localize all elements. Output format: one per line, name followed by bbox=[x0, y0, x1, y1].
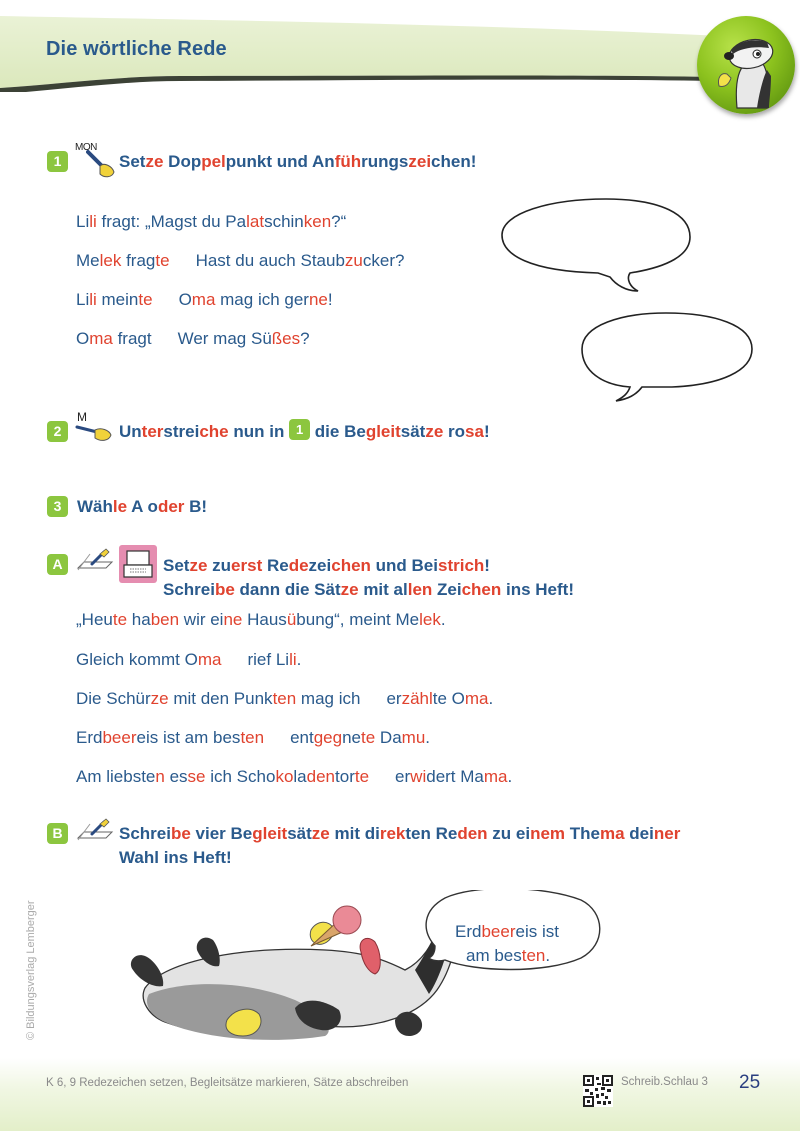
syllable-segment: Da bbox=[375, 728, 402, 747]
page-title: Die wörtliche Rede bbox=[46, 38, 227, 60]
syllable-segment: ze bbox=[145, 152, 164, 171]
syllable-segment: vier Be bbox=[190, 824, 253, 843]
syllable-segment: mit den Punk bbox=[168, 689, 273, 708]
syllable-segment: . bbox=[507, 767, 513, 786]
syllable-segment: erst bbox=[231, 556, 263, 575]
task-1-line-2 bbox=[76, 251, 404, 271]
syllable-segment: che bbox=[199, 422, 229, 441]
syllable-segment: frag bbox=[121, 251, 156, 270]
syllable-segment: Erd bbox=[455, 922, 482, 941]
syllable-segment: Set bbox=[119, 152, 146, 171]
syllable-segment: ner bbox=[653, 824, 681, 843]
syllable-segment: li bbox=[89, 290, 97, 309]
syllable-segment: er bbox=[395, 767, 411, 786]
syllable-segment: ! bbox=[484, 556, 490, 575]
syllable-segment: ins Heft! bbox=[501, 580, 574, 599]
syllable-segment: ze bbox=[150, 689, 169, 708]
option-a-line-2 bbox=[76, 650, 301, 670]
syllable-segment: ste bbox=[132, 767, 156, 786]
syllable-segment: ent bbox=[290, 728, 314, 747]
task-1-icon-label: MON bbox=[75, 142, 97, 153]
syllable-segment: B! bbox=[184, 497, 208, 516]
syllable-segment: ?“ bbox=[331, 212, 347, 231]
syllable-segment: er bbox=[386, 689, 402, 708]
syllable-segment: fragt bbox=[112, 329, 152, 348]
syllable-segment: zei bbox=[308, 556, 332, 575]
syllable-segment: gleit bbox=[365, 422, 401, 441]
option-a-line-3 bbox=[76, 689, 493, 709]
option-a-line-1 bbox=[76, 610, 446, 630]
footer-competence-text: K 6, 9 Redezeichen setzen, Begleitsätze markieren, Sätze abschreiben bbox=[46, 1077, 409, 1089]
syllable-segment: lat bbox=[246, 212, 265, 231]
syllable-segment: O bbox=[178, 290, 192, 309]
syllable-segment: te bbox=[138, 290, 153, 309]
syllable-segment: geg bbox=[313, 728, 343, 747]
syllable-segment: . bbox=[545, 946, 551, 965]
syllable-segment: Li bbox=[76, 212, 90, 231]
syllable-segment: cker? bbox=[362, 251, 405, 270]
task-2-heading-post bbox=[310, 422, 490, 441]
syllable-segment: beer bbox=[102, 728, 137, 747]
task-1-heading bbox=[119, 152, 476, 172]
option-a-heading-line-2 bbox=[163, 580, 574, 600]
syllable-segment: „Heu bbox=[76, 610, 113, 629]
syllable-segment: Re bbox=[262, 556, 289, 575]
option-a-heading-line-1 bbox=[163, 556, 490, 576]
syllable-segment: sa bbox=[465, 422, 484, 441]
syllable-segment: tor bbox=[335, 767, 355, 786]
copyright-notice: © Bildungsverlag Lemberger bbox=[25, 900, 37, 1040]
syllable-segment: nun in bbox=[228, 422, 290, 441]
syllable-segment: Schrei bbox=[163, 580, 215, 599]
syllable-segment: Haus bbox=[242, 610, 287, 629]
syllable-segment: ze bbox=[189, 556, 208, 575]
syllable-segment: se bbox=[187, 767, 206, 786]
syllable-segment: ten Re bbox=[405, 824, 458, 843]
syllable-segment: ter bbox=[141, 422, 164, 441]
syllable-segment: füh bbox=[334, 152, 362, 171]
option-b-badge: B bbox=[47, 823, 68, 844]
syllable-segment: n bbox=[155, 767, 165, 786]
syllable-segment: te O bbox=[432, 689, 465, 708]
syllable-segment: . bbox=[425, 728, 431, 747]
syllable-segment: le bbox=[112, 497, 128, 516]
syllable-segment: mit al bbox=[358, 580, 408, 599]
syllable-segment: schin bbox=[264, 212, 304, 231]
syllable-segment: eis ist bbox=[515, 922, 559, 941]
syllable-segment: der bbox=[157, 497, 185, 516]
syllable-segment: te bbox=[361, 728, 376, 747]
syllable-segment: len bbox=[407, 580, 433, 599]
syllable-segment: Die Schür bbox=[76, 689, 151, 708]
pencil-write-icon bbox=[76, 548, 114, 574]
syllable-segment: zähl bbox=[401, 689, 433, 708]
syllable-segment: ko bbox=[275, 767, 294, 786]
syllable-segment: Un bbox=[119, 422, 142, 441]
option-b-heading-line-2 bbox=[119, 848, 232, 868]
syllable-segment: punkt und An bbox=[225, 152, 335, 171]
syllable-segment: Wäh bbox=[77, 497, 113, 516]
syllable-segment: Am lieb bbox=[76, 767, 133, 786]
inline-task-1-badge: 1 bbox=[289, 419, 310, 440]
syllable-segment: am bes bbox=[466, 946, 522, 965]
syllable-segment: rief Li bbox=[247, 650, 290, 669]
syllable-segment: wi bbox=[410, 767, 427, 786]
badger-ice-cream-illustration bbox=[125, 890, 605, 1050]
syllable-segment: Set bbox=[163, 556, 190, 575]
syllable-segment: te bbox=[354, 767, 370, 786]
task-1-badge: 1 bbox=[47, 151, 68, 172]
marker-pen-icon bbox=[75, 422, 115, 444]
syllable-segment: ma bbox=[483, 767, 508, 786]
marker-pen-icon bbox=[86, 150, 118, 180]
syllable-segment: dert Ma bbox=[426, 767, 484, 786]
syllable-segment: te bbox=[155, 251, 170, 270]
task-2-badge: 2 bbox=[47, 421, 68, 442]
syllable-segment: Zei bbox=[432, 580, 462, 599]
syllable-segment: be bbox=[170, 824, 191, 843]
syllable-segment: ich Scho bbox=[205, 767, 276, 786]
empty-speech-bubble-1 bbox=[502, 199, 690, 291]
syllable-segment: die Be bbox=[310, 422, 366, 441]
syllable-segment: be bbox=[214, 580, 235, 599]
syllable-segment: ten bbox=[272, 689, 297, 708]
syllable-segment: mag ich bbox=[296, 689, 361, 708]
syllable-segment: te bbox=[112, 610, 128, 629]
syllable-segment: mein bbox=[96, 290, 139, 309]
syllable-segment: rek bbox=[379, 824, 406, 843]
syllable-segment: ma bbox=[464, 689, 489, 708]
syllable-segment: li bbox=[89, 212, 97, 231]
option-b-heading-line-1 bbox=[119, 824, 680, 844]
syllable-segment: zei bbox=[408, 152, 432, 171]
syllable-segment: zu ei bbox=[487, 824, 531, 843]
syllable-segment: pel bbox=[201, 152, 226, 171]
syllable-segment: ? bbox=[300, 329, 310, 348]
empty-speech-bubble-2 bbox=[582, 313, 752, 401]
syllable-segment: ! bbox=[327, 290, 333, 309]
task-2-heading-pre bbox=[119, 422, 289, 441]
syllable-segment: chen bbox=[331, 556, 371, 575]
syllable-segment: Hast du auch Staub bbox=[195, 251, 345, 270]
syllable-segment: The bbox=[565, 824, 600, 843]
syllable-segment: . bbox=[488, 689, 494, 708]
syllable-segment: eis ist am bes bbox=[136, 728, 241, 747]
syllable-segment: A o bbox=[127, 497, 158, 516]
syllable-segment: ! bbox=[483, 422, 490, 441]
speech-bubbles bbox=[490, 195, 770, 415]
footer bbox=[0, 1058, 800, 1131]
syllable-segment: rungs bbox=[361, 152, 409, 171]
page-number: 25 bbox=[739, 1072, 761, 1093]
syllable-segment: den bbox=[457, 824, 488, 843]
syllable-segment: ten bbox=[521, 946, 546, 965]
syllable-segment: Schrei bbox=[119, 824, 171, 843]
syllable-segment: Li bbox=[76, 290, 90, 309]
syllable-segment: lek bbox=[99, 251, 122, 270]
task-2-heading bbox=[119, 422, 490, 443]
syllable-segment: gleit bbox=[252, 824, 288, 843]
syllable-segment: ken bbox=[303, 212, 332, 231]
laptop-icon-tile bbox=[119, 545, 157, 583]
syllable-segment: chen! bbox=[431, 152, 477, 171]
syllable-segment: de bbox=[288, 556, 309, 575]
syllable-segment: la bbox=[293, 767, 307, 786]
syllable-segment: li bbox=[289, 650, 297, 669]
syllable-segment: strich bbox=[437, 556, 485, 575]
syllable-segment: sät bbox=[287, 824, 312, 843]
syllable-segment: ne bbox=[308, 290, 328, 309]
badger-mascot-badge bbox=[697, 16, 795, 114]
syllable-segment: ßes bbox=[271, 329, 301, 348]
syllable-segment: lek bbox=[419, 610, 441, 629]
syllable-segment: ben bbox=[150, 610, 180, 629]
option-a-badge: A bbox=[47, 554, 68, 575]
syllable-segment: mu bbox=[401, 728, 426, 747]
illustration-speech-line-2 bbox=[466, 946, 550, 966]
badger-mascot-icon bbox=[697, 16, 795, 114]
task-1-line-4 bbox=[76, 329, 310, 349]
syllable-segment: Dop bbox=[163, 152, 202, 171]
syllable-segment: Erd bbox=[76, 728, 103, 747]
syllable-segment: ten bbox=[240, 728, 265, 747]
syllable-segment: ze bbox=[340, 580, 359, 599]
syllable-segment: wir ei bbox=[179, 610, 224, 629]
syllable-segment: mit di bbox=[329, 824, 380, 843]
syllable-segment: ne bbox=[342, 728, 362, 747]
syllable-segment: ne bbox=[223, 610, 243, 629]
syllable-segment: ma bbox=[89, 329, 113, 348]
syllable-segment: . bbox=[440, 610, 446, 629]
option-a-line-4 bbox=[76, 728, 430, 748]
syllable-segment: Me bbox=[76, 251, 100, 270]
syllable-segment: strei bbox=[163, 422, 200, 441]
syllable-segment: und Bei bbox=[370, 556, 438, 575]
syllable-segment: es bbox=[164, 767, 188, 786]
syllable-segment: O bbox=[76, 329, 90, 348]
task-1-line-3 bbox=[76, 290, 333, 310]
syllable-segment: sät bbox=[400, 422, 426, 441]
syllable-segment: ro bbox=[443, 422, 466, 441]
illustration-speech-line-1 bbox=[455, 922, 559, 942]
syllable-segment: nem bbox=[530, 824, 566, 843]
syllable-segment: dei bbox=[624, 824, 654, 843]
syllable-segment: fragt: „Magst du Pa bbox=[96, 212, 247, 231]
syllable-segment: zu bbox=[207, 556, 232, 575]
task-2-icon-label: M bbox=[77, 410, 87, 424]
syllable-segment: beer bbox=[481, 922, 516, 941]
syllable-segment: ma bbox=[600, 824, 625, 843]
syllable-segment: ma bbox=[191, 290, 216, 309]
syllable-segment: ze bbox=[311, 824, 330, 843]
syllable-segment: Gleich kommt O bbox=[76, 650, 198, 669]
syllable-segment: . bbox=[296, 650, 302, 669]
syllable-segment: zu bbox=[344, 251, 363, 270]
footer-book-title: Schreib.Schlau 3 bbox=[621, 1076, 708, 1088]
syllable-segment: mag ich ger bbox=[215, 290, 309, 309]
task-1-line-1 bbox=[76, 212, 346, 232]
syllable-segment: ma bbox=[197, 650, 222, 669]
option-a-line-5 bbox=[76, 767, 512, 787]
syllable-segment: Wer mag Sü bbox=[177, 329, 272, 348]
syllable-segment: Wahl ins Heft! bbox=[119, 848, 232, 867]
task-3-badge: 3 bbox=[47, 496, 68, 517]
syllable-segment: ha bbox=[127, 610, 151, 629]
syllable-segment: bung“, meint Me bbox=[296, 610, 420, 629]
syllable-segment: ze bbox=[425, 422, 444, 441]
qr-code-icon[interactable] bbox=[583, 1075, 613, 1107]
syllable-segment: chen bbox=[461, 580, 502, 599]
task-3-heading bbox=[77, 497, 207, 517]
syllable-segment: ü bbox=[286, 610, 297, 629]
laptop-icon bbox=[119, 545, 157, 583]
pencil-write-icon bbox=[76, 818, 114, 844]
syllable-segment: den bbox=[306, 767, 336, 786]
syllable-segment: dann die Sät bbox=[234, 580, 341, 599]
